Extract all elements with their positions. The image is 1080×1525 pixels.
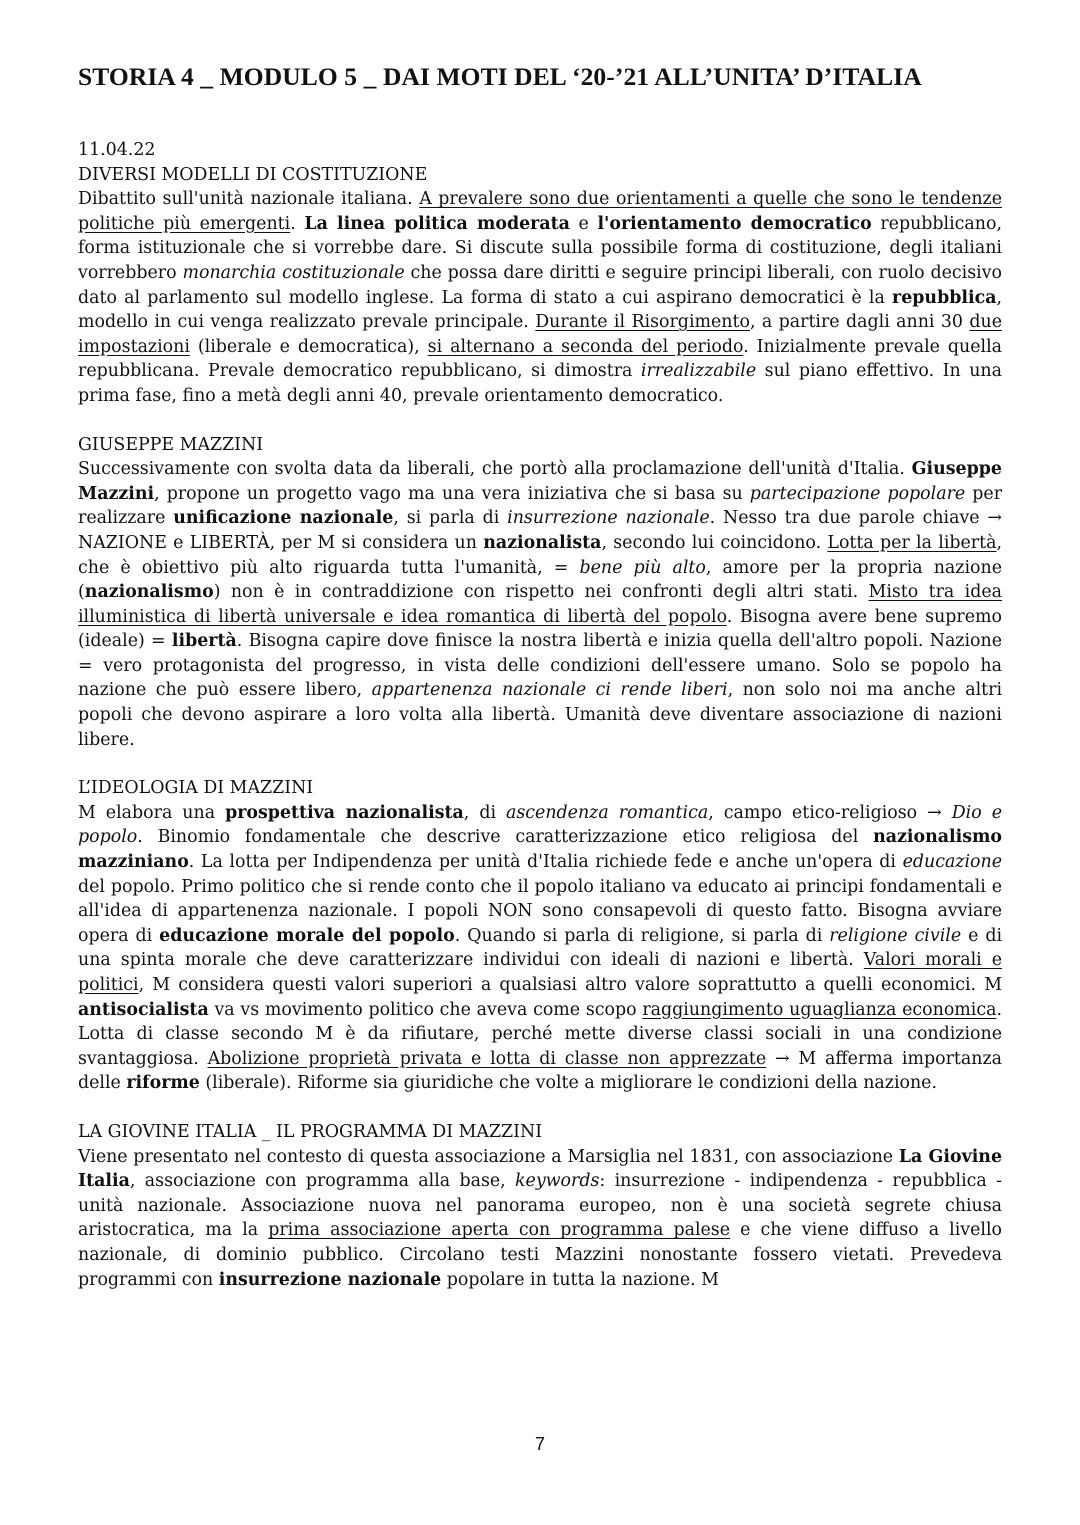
page-number: 7 — [534, 1434, 545, 1454]
section-heading: LA GIOVINE ITALIA _ IL PROGRAMMA DI MAZZINI — [78, 1121, 543, 1142]
bold-text: La Giovine Italia — [78, 1146, 1003, 1192]
text-run: , di — [463, 802, 507, 823]
text-run: , associazione con programma alla base, — [129, 1171, 516, 1192]
italic-text: ascendenza romantica — [506, 802, 709, 823]
text-run: ) non è in contraddizione con rispetto nei confronti degli altri stati. — [213, 582, 869, 603]
section-giovine-italia — [78, 1120, 1002, 1292]
text-run: Dibattito sull'unità nazionale italiana. — [78, 189, 420, 210]
text-run: , secondo lui coincidono. — [601, 532, 828, 553]
underlined-text: A prevalere sono due orientamenti a quelle che sono le tendenze politiche più emergenti — [78, 189, 1003, 234]
italic-text: appartenenza nazionale ci rende liberi — [371, 680, 728, 701]
text-run: M elabora una — [78, 802, 226, 823]
section-mazzini — [78, 433, 1002, 753]
text-run: . Nesso tra due parole chiave → NAZIONE e LIBERTÀ, per M si considera un — [78, 508, 1002, 553]
text-run: . Bisogna avere bene supremo (ideale) = — [78, 606, 1002, 652]
section-costituzione — [78, 163, 1002, 409]
text-run: . La lotta per Indipendenza per unità d'Italia richiede fede e anche un'opera di — [188, 852, 903, 873]
italic-text: educazione — [902, 852, 1002, 873]
bold-text: insurrezione nazionale — [218, 1269, 442, 1290]
bold-text: repubblica — [892, 287, 997, 308]
text-run: sul piano effettivo. In una prima fase, fino a metà degli anni 40, prevale orientamento democratico. — [78, 361, 1002, 406]
bold-text: nazionalismo mazziniano — [78, 827, 1002, 873]
text-run: repubblicano, forma istituzionale che si vorrebbe dare. Si discute sulla possibile forma di costituzione, degli italiani vorrebbero — [78, 213, 1002, 283]
italic-text: religione civile — [829, 925, 962, 946]
text-run: , a partire dagli anni 30 — [749, 312, 970, 333]
text-run: per realizzare — [78, 483, 1003, 529]
underlined-text: si alternano a seconda del periodo — [427, 336, 744, 357]
text-run: , M considera questi valori superiori a qualsiasi altro valore soprattutto a quelli economici. M — [138, 975, 1002, 995]
text-run: , campo etico-religioso → — [708, 802, 952, 823]
text-run: e di una spinta morale che deve caratterizzare individui con ideali di nazioni e libertà. — [78, 925, 1003, 971]
page-title: STORIA 4 _ MODULO 5 _ DAI MOTI DEL ‘20-’21 ALL’UNITA’ D’ITALIA — [78, 62, 922, 91]
italic-text: monarchia costituzionale — [182, 262, 405, 283]
text-run: , che è obiettivo più alto riguarda tutta l'umanità, = — [78, 532, 1003, 578]
text-run: e che viene diffuso a livello nazionale, di dominio pubblico. Circolano testi Mazzini nonostante fossero vietati. Prevedeva programmi con — [78, 1220, 1002, 1290]
bold-text: nazionalista — [483, 532, 602, 553]
text-run: (liberale). Riforme sia giuridiche che volte a migliorare le condizioni della nazione. — [199, 1073, 937, 1094]
section-heading: L’IDEOLOGIA DI MAZZINI — [78, 778, 314, 799]
text-run: popolare in tutta la nazione. M — [441, 1269, 719, 1290]
bold-text: libertà — [171, 631, 237, 652]
bold-text: prospettiva nazionalista — [225, 802, 464, 823]
italic-text: partecipazione popolare — [749, 483, 966, 504]
text-run: . Binomio fondamentale che descrive caratterizzazione etico religiosa del — [137, 827, 874, 848]
section-paragraph — [78, 187, 1002, 408]
note-date: 11.04.22 — [78, 140, 156, 160]
page-content — [78, 138, 1002, 1316]
bold-text: antisocialista — [78, 999, 209, 1020]
underlined-text: Misto tra idea illuministica di libertà universale e idea romantica di libertà del popolo — [78, 582, 1002, 627]
italic-text: insurrezione nazionale — [507, 508, 710, 529]
section-paragraph — [78, 457, 1002, 752]
underlined-text: Durante il Risorgimento — [535, 312, 750, 333]
text-run: . — [290, 213, 305, 234]
text-run: , amore per la propria nazione ( — [78, 557, 1002, 603]
text-run: . Quando si parla di religione, si parla di — [454, 925, 830, 946]
section-paragraph — [78, 1145, 1002, 1293]
italic-text: bene più alto — [579, 557, 706, 578]
underlined-text: prima associazione aperta con programma palese — [268, 1220, 731, 1241]
text-run: , modello in cui venga realizzato prevale principale. — [78, 287, 1002, 333]
text-run: del popolo. Primo politico che si rende conto che il popolo italiano va educato ai principi fondamentali e all'idea di appartenenza nazionale. I popoli NON sono consapevoli di questo fatto. Bisogna avviare opera di — [78, 876, 1002, 946]
bold-text: Giuseppe Mazzini — [78, 459, 1002, 504]
text-run: , propone un progetto vago ma una vera iniziativa che si basa su — [154, 483, 750, 504]
underlined-text: raggiungimento uguaglianza economica — [642, 999, 997, 1020]
text-run: Viene presentato nel contesto di questa associazione a Marsiglia nel 1831, con associazione — [78, 1146, 899, 1167]
underlined-text: Lotta per la libertà — [827, 532, 997, 553]
text-run: Successivamente con svolta data da liberali, che portò alla proclamazione dell'unità d'Italia. — [78, 459, 912, 480]
text-run: → M afferma importanza delle — [78, 1048, 1002, 1094]
underlined-text: Valori morali e politici — [78, 950, 1002, 995]
text-run: che possa dare diritti e seguire principi liberali, con ruolo decisivo dato al parlamento sul modello inglese. La forma di stato a cui aspirano democratici è la — [78, 262, 1002, 308]
text-run: va vs movimento politico che aveva come scopo — [208, 999, 643, 1020]
section-ideologia — [78, 776, 1002, 1096]
bold-text: unificazione nazionale — [173, 508, 394, 529]
underlined-text: due impostazioni — [78, 312, 1003, 357]
text-run: (liberale e democratica), — [189, 336, 428, 357]
text-run: : insurrezione - indipendenza - repubblica - unità nazionale. Associazione nuova nel panorama europeo, non è una società segrete chiusa aristocratica, ma la — [78, 1171, 1002, 1241]
bold-text: l'orientamento democratico — [597, 213, 872, 234]
text-run: . Bisogna capire dove finisce la nostra libertà e inizia quella dell'altro popoli. Nazione = vero protagonista del progresso, in vista delle condizioni dell'essere umano. Solo se popolo ha nazione che può essere libero, — [78, 631, 1002, 701]
section-paragraph — [78, 801, 1002, 1096]
italic-text: Dio e popolo — [78, 802, 1002, 848]
section-heading: DIVERSI MODELLI DI COSTITUZIONE — [78, 164, 428, 185]
text-run: , non solo noi ma anche altri popoli che devono aspirare a loro volta alla libertà. Umanità deve diventare associazione di nazioni libere. — [78, 680, 1003, 750]
text-run: . Lotta di classe secondo M è da rifiutare, perché mette diverse classi sociali in una condizione svantaggiosa. — [78, 999, 1002, 1069]
bold-text: riforme — [126, 1073, 200, 1094]
text-run: , si parla di — [393, 508, 508, 529]
italic-text: irrealizzabile — [640, 361, 757, 382]
italic-text: keywords — [515, 1171, 600, 1192]
bold-text: educazione morale del popolo — [159, 925, 455, 946]
text-run: e — [569, 213, 598, 234]
bold-text: La linea politica moderata — [304, 213, 570, 234]
underlined-text: Abolizione proprietà privata e lotta di classe non apprezzate — [207, 1048, 767, 1069]
text-run: . Inizialmente prevale quella repubblicana. Prevale democratico repubblicano, si dimostra — [78, 336, 1003, 382]
bold-text: nazionalismo — [84, 582, 214, 603]
section-heading: GIUSEPPE MAZZINI — [78, 434, 264, 455]
